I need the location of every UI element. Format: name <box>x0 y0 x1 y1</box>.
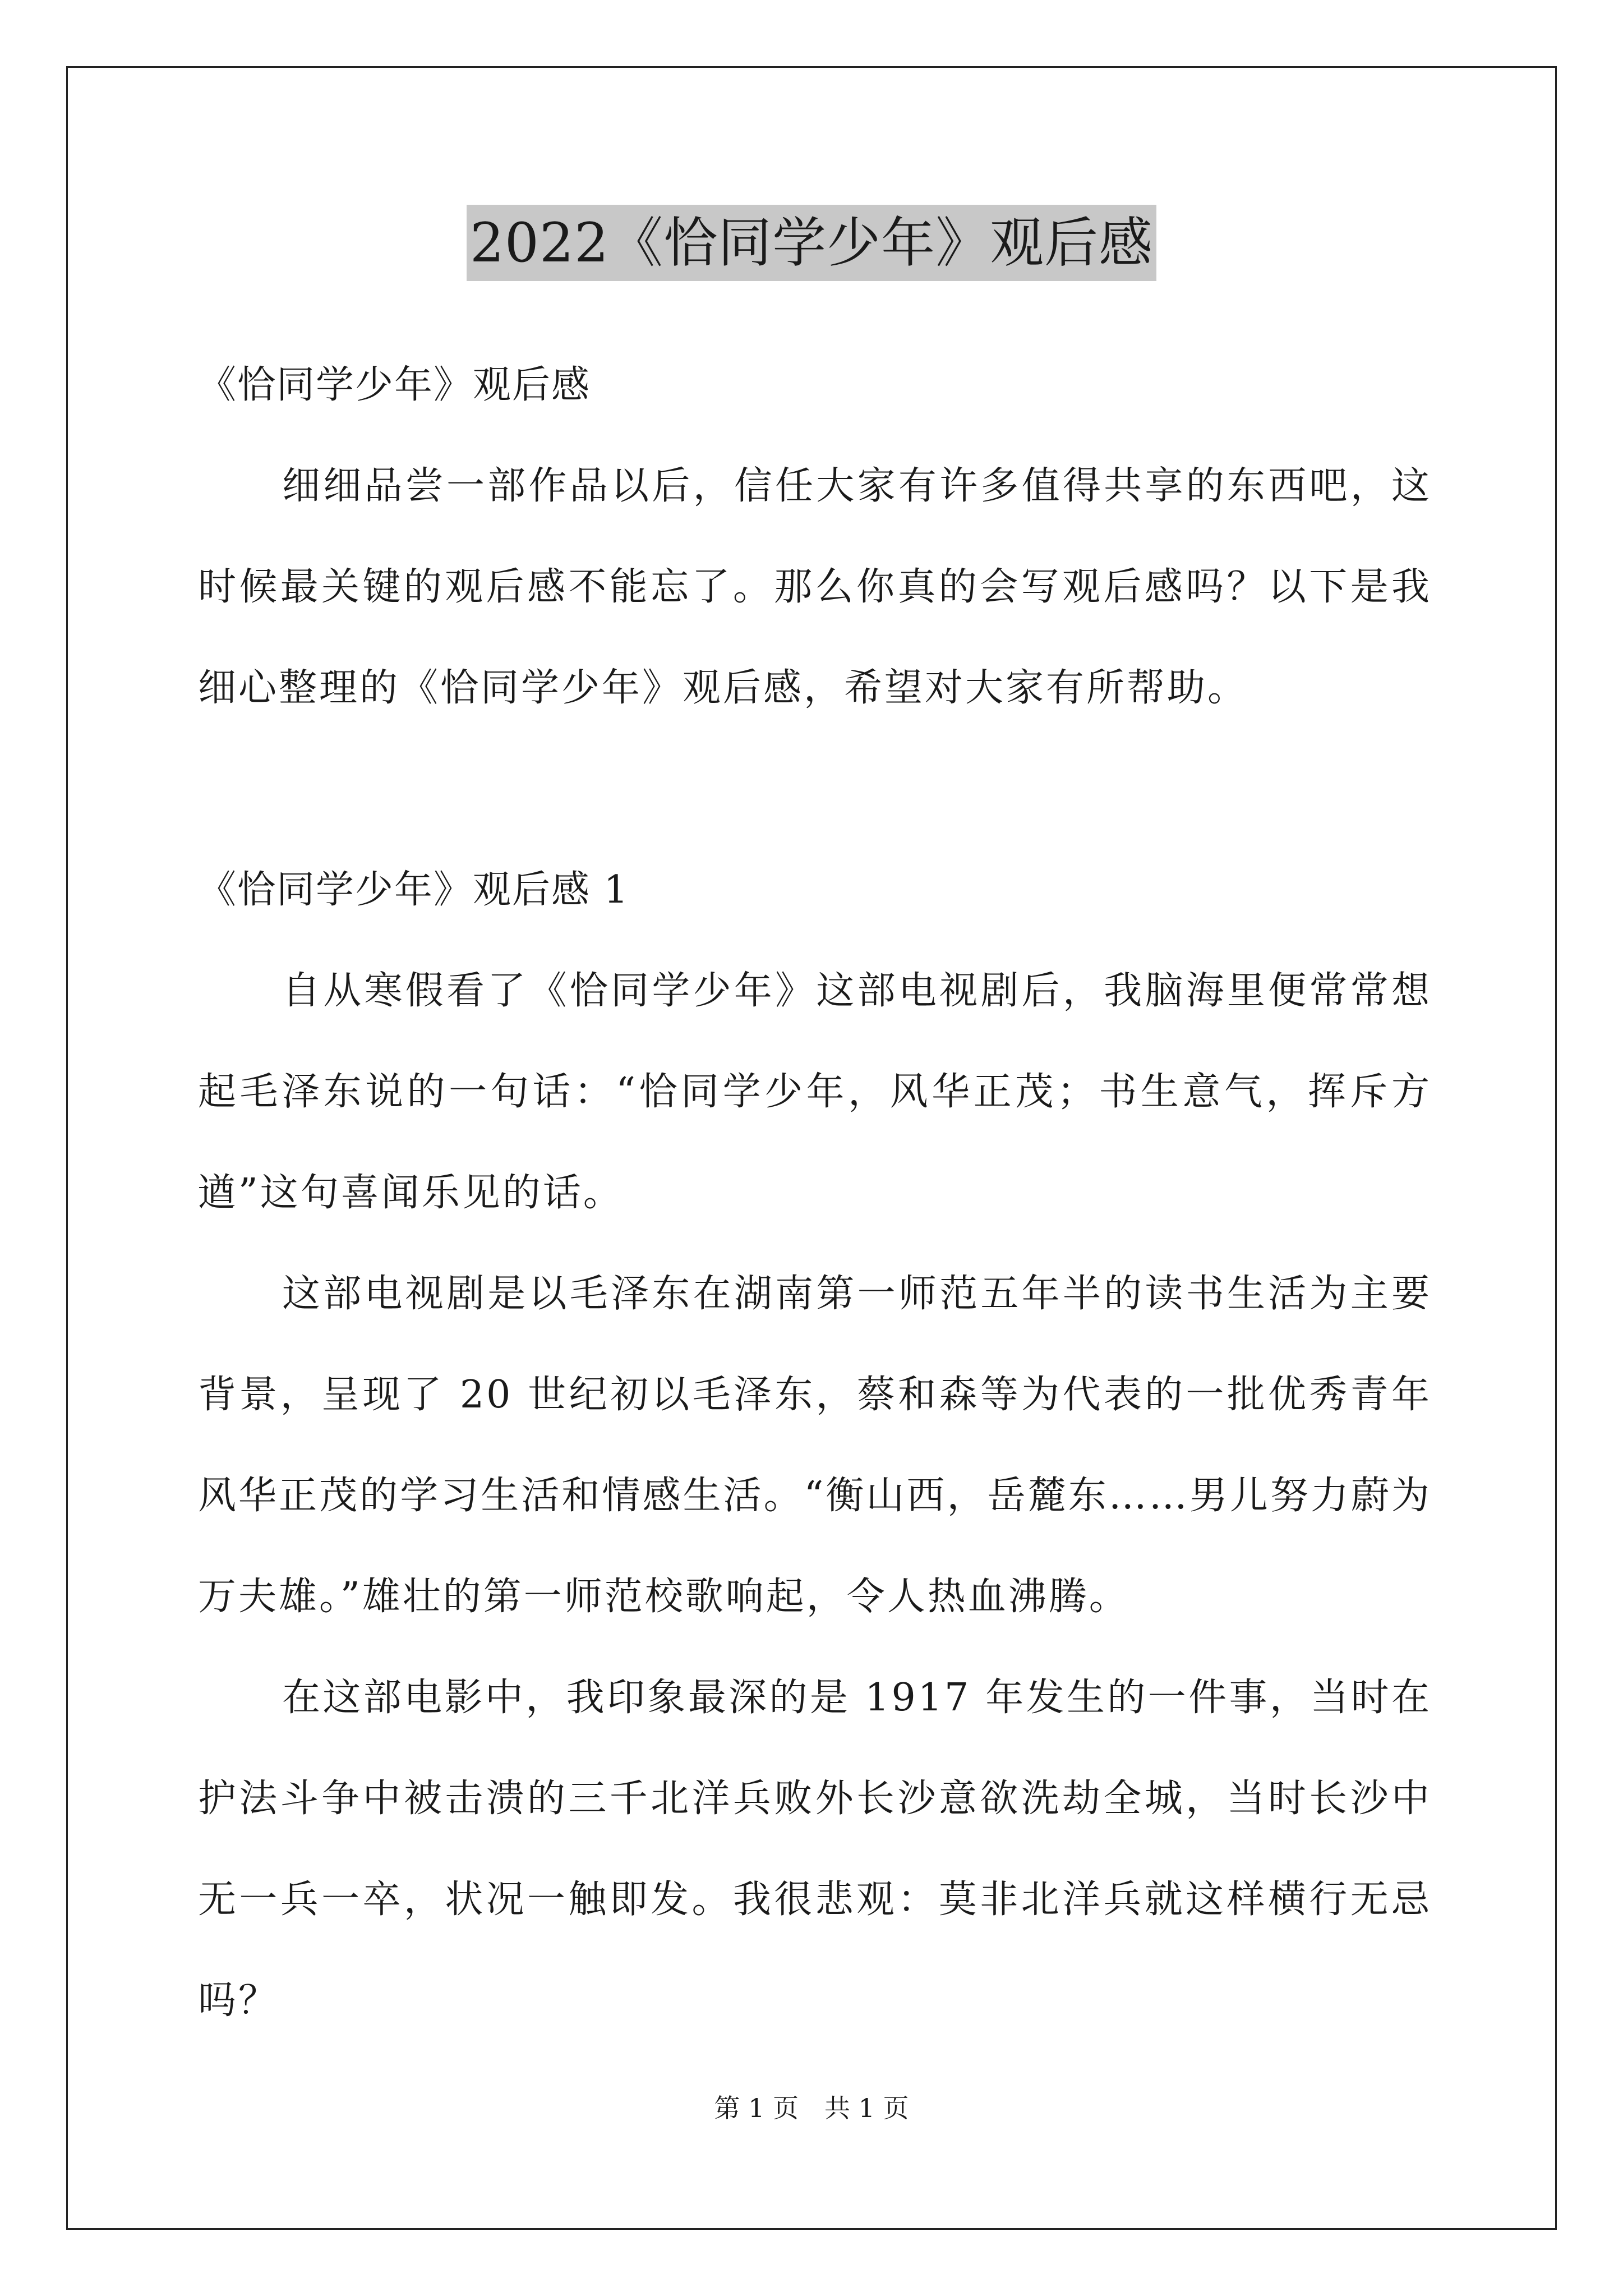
body-paragraph: 自从寒假看了《恰同学少年》这部电视剧后，我脑海里便常常想起毛泽东说的一句话：“恰同学少年，风华正茂；书生意气，挥斥方遒”这句喜闻乐见的话。 <box>198 969 1432 1215</box>
document-body <box>198 335 1432 2051</box>
title-area <box>0 205 1623 281</box>
body-paragraph: 在这部电影中，我印象最深的是 1917 年发生的一件事，当时在护法斗争中被击溃的三千北洋兵败外长沙意欲洗劫全城，当时长沙中无一兵一卒，状况一触即发。我很悲观：莫非北洋兵就这样横行无忌吗？ <box>198 1676 1432 2023</box>
section-spacer <box>198 739 1432 840</box>
page-count: 共 1 页 <box>824 2093 909 2123</box>
intro-paragraph: 细细品尝一部作品以后，信任大家有许多值得共享的东西吧，这时候最关键的观后感不能忘了。那么你真的会写观后感吗？以下是我细心整理的《恰同学少年》观后感，希望对大家有所帮助。 <box>198 464 1432 710</box>
page-number: 第 1 页 <box>714 2093 799 2123</box>
document-title: 2022《恰同学少年》观后感 <box>467 205 1156 281</box>
page-footer <box>0 2091 1623 2125</box>
intro-heading: 《恰同学少年》观后感 <box>198 363 591 407</box>
section-heading: 《恰同学少年》观后感 1 <box>198 868 629 912</box>
body-paragraph: 这部电视剧是以毛泽东在湖南第一师范五年半的读书生活为主要背景，呈现了 20 世纪初以毛泽东，蔡和森等为代表的一批优秀青年风华正茂的学习生活和情感生活。“衡山西，岳麓东……男儿努力蔚为万夫雄。”雄壮的第一师范校歌响起，令人热血沸腾。 <box>198 1272 1432 1619</box>
